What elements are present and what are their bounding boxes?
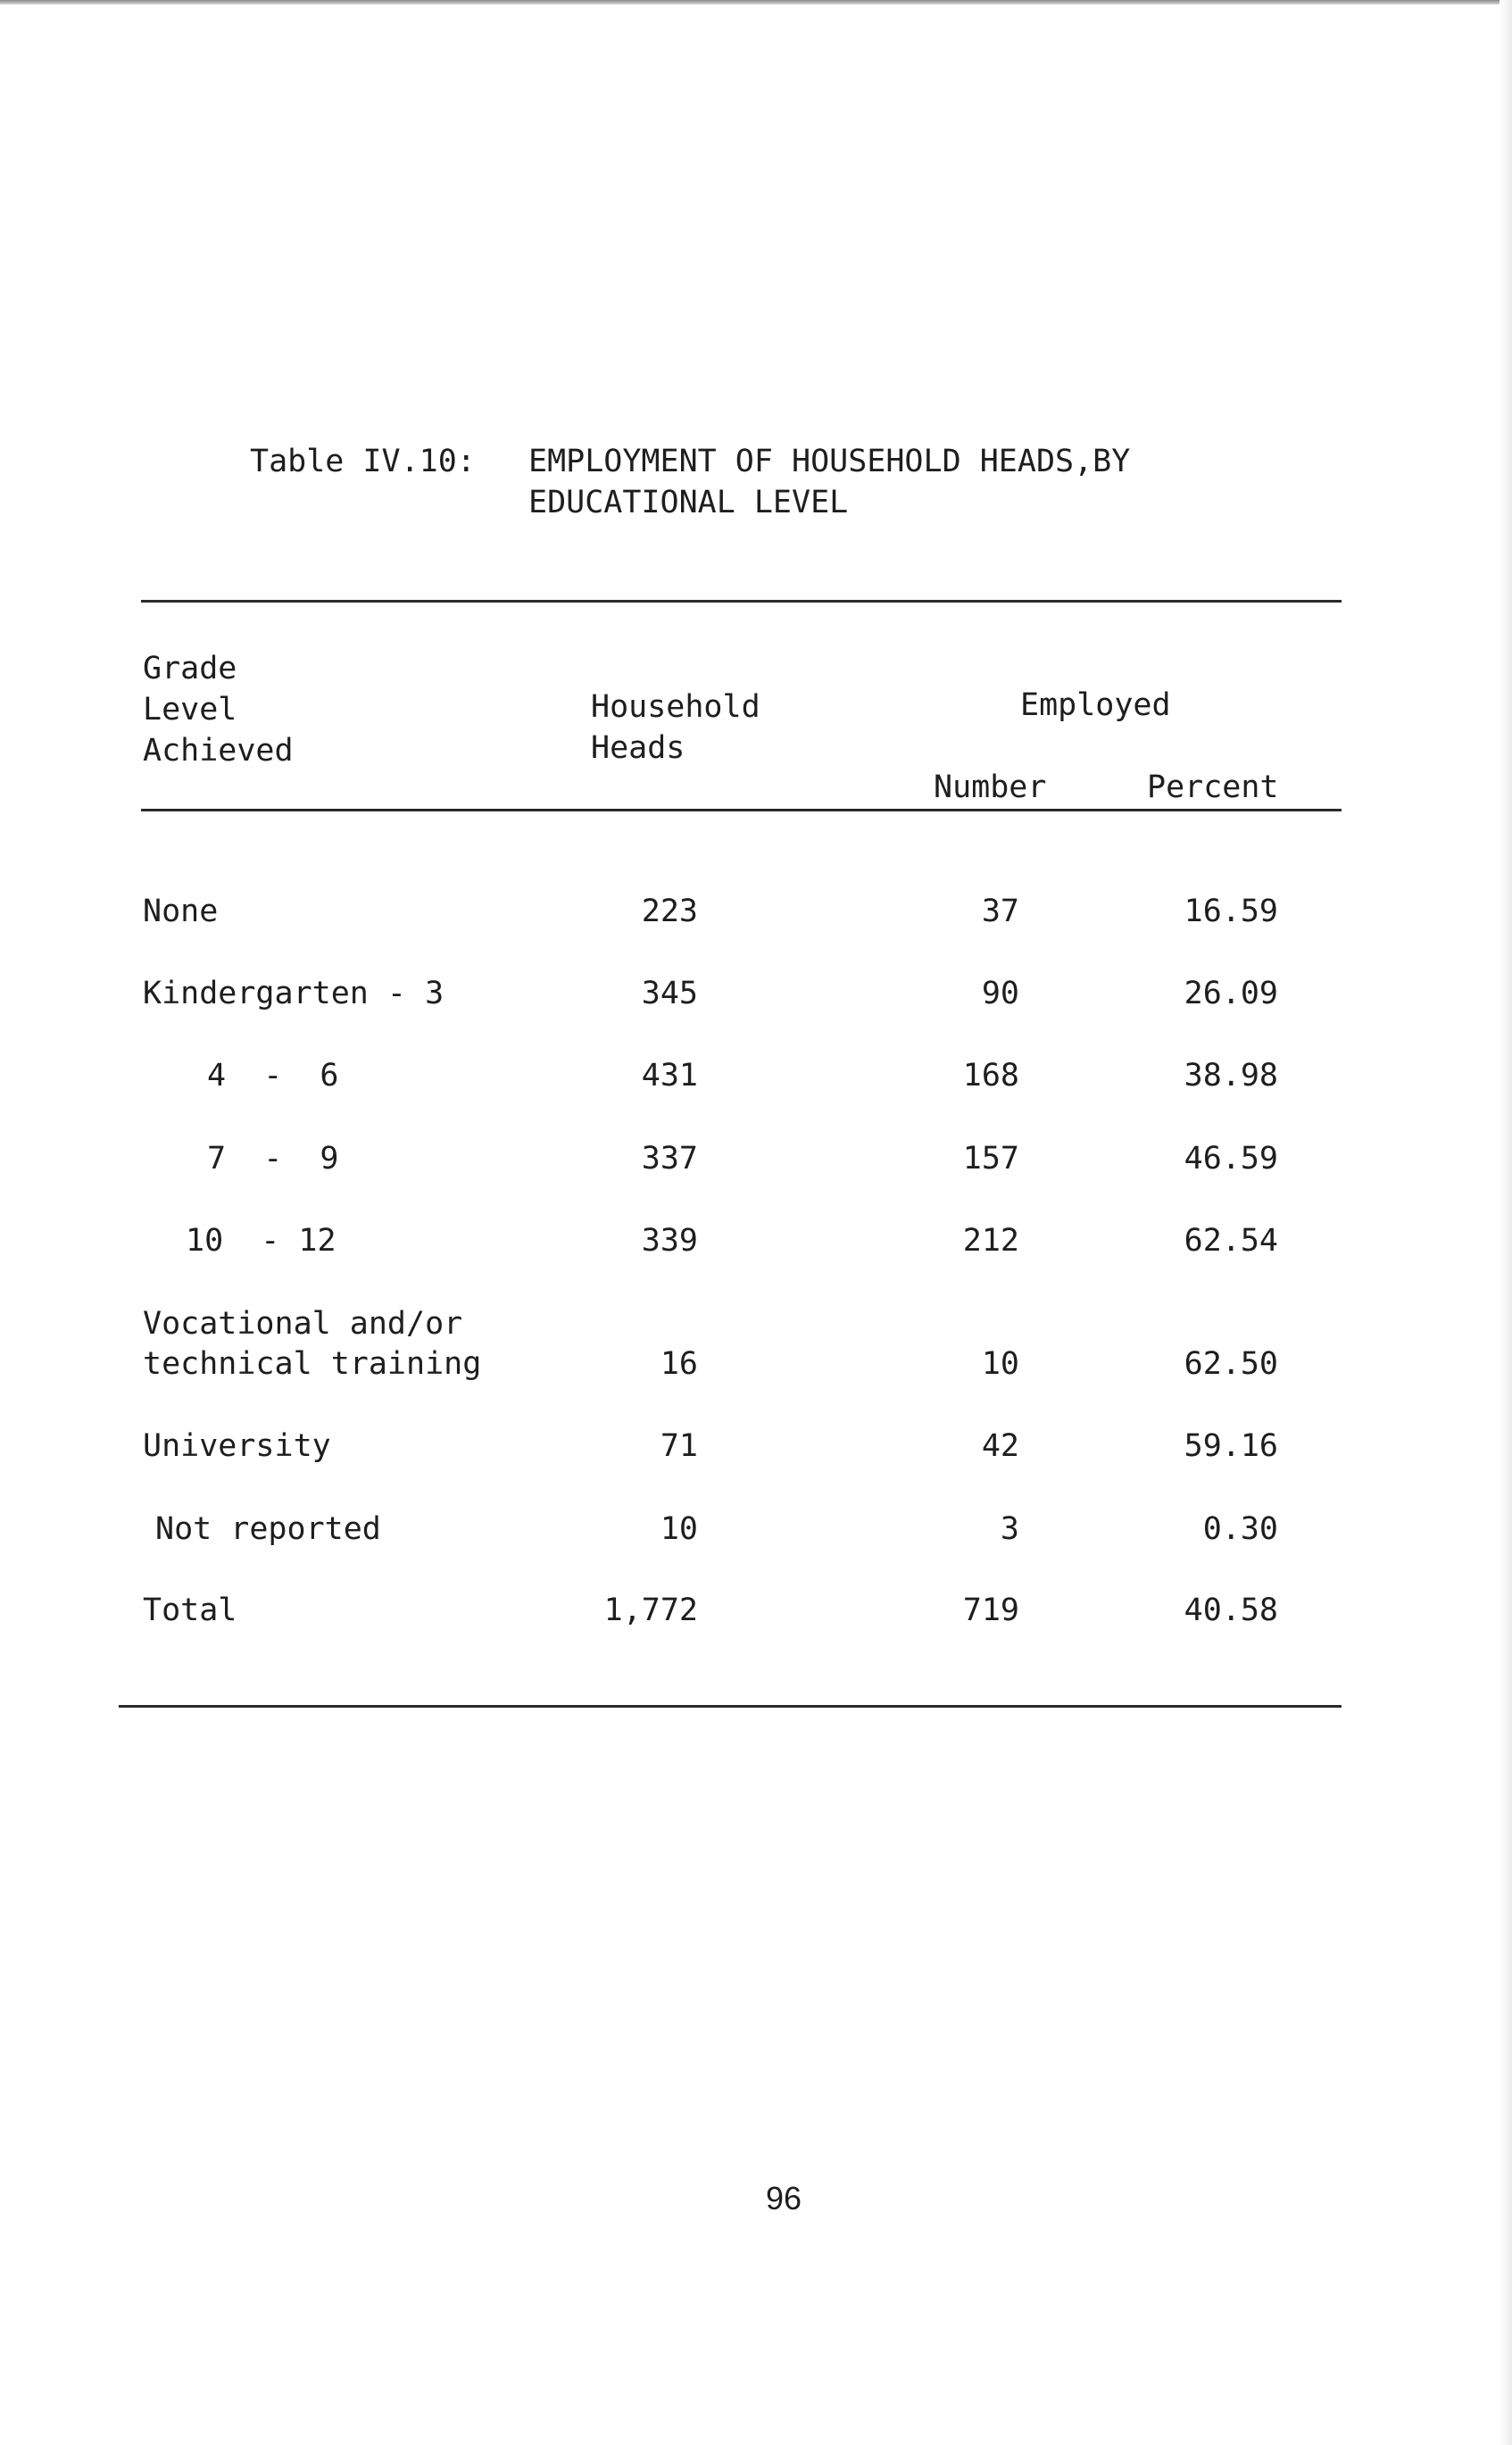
cell-number: 42 [981, 1428, 1019, 1464]
cell-percent: 59.16 [1184, 1428, 1278, 1464]
cell-grade: Not reported [155, 1511, 381, 1547]
cell-number: 3 [1000, 1511, 1019, 1547]
cell-percent: 0.30 [1202, 1511, 1278, 1547]
header-grade-level [143, 648, 294, 771]
caption-title-2: EDUCATIONAL LEVEL [528, 485, 849, 520]
header-household-heads [591, 686, 760, 769]
cell-number: 157 [962, 1141, 1019, 1177]
cell-grade: Kindergarten - 3 [143, 976, 444, 1011]
cell-grade: University [143, 1428, 331, 1464]
cell-number: 212 [962, 1223, 1019, 1259]
cell-household: 337 [641, 1141, 698, 1177]
header-percent: Percent [1147, 769, 1279, 805]
cell-percent: 46.59 [1184, 1141, 1278, 1177]
cell-percent: 62.54 [1184, 1223, 1278, 1259]
top-rule [141, 600, 1342, 603]
scan-right-edge [1500, 0, 1512, 2445]
cell-number: 168 [962, 1058, 1019, 1094]
header-grade-line-2: Level [143, 692, 237, 728]
header-household-line-1: Household [591, 689, 760, 725]
cell-household: 10 [660, 1511, 698, 1547]
cell-percent: 26.09 [1184, 976, 1278, 1011]
cell-grade: 7 - 9 [207, 1141, 339, 1177]
cell-percent: 38.98 [1184, 1058, 1278, 1094]
header-number: Number [934, 769, 1047, 805]
cell-grade: 4 - 6 [207, 1058, 339, 1094]
header-grade-line-1: Grade [143, 651, 237, 686]
page-number: 96 [765, 2180, 802, 2216]
table-caption [250, 441, 1130, 523]
cell-number: 719 [962, 1593, 1019, 1628]
cell-percent: 62.50 [1184, 1346, 1278, 1382]
cell-percent: 40.58 [1184, 1593, 1278, 1628]
cell-percent: 16.59 [1184, 894, 1278, 929]
header-employed: Employed [1020, 687, 1171, 723]
cell-grade: 10 - 12 [186, 1223, 336, 1259]
cell-number: 90 [981, 976, 1019, 1011]
scan-top-edge [0, 0, 1512, 4]
caption-line-1 [250, 441, 1130, 482]
caption-title-1: EMPLOYMENT OF HOUSEHOLD HEADS,BY [528, 444, 1131, 479]
cell-grade: None [143, 894, 219, 929]
cell-household: 223 [641, 894, 698, 929]
cell-number: 10 [981, 1346, 1019, 1382]
cell-household: 1,772 [603, 1593, 698, 1628]
header-rule [141, 809, 1342, 811]
cell-number: 37 [981, 894, 1019, 929]
cell-grade: Total [143, 1593, 237, 1628]
cell-household: 71 [660, 1428, 698, 1464]
cell-household: 16 [660, 1346, 698, 1382]
header-household-line-2: Heads [591, 730, 685, 766]
cell-grade: Vocational and/or [143, 1306, 463, 1342]
cell-household: 339 [641, 1223, 698, 1259]
cell-household: 431 [641, 1058, 698, 1094]
cell-household: 345 [641, 976, 698, 1011]
header-grade-line-3: Achieved [143, 733, 294, 769]
cell-grade: technical training [143, 1346, 482, 1382]
caption-label: Table IV.10: [250, 444, 476, 479]
bottom-rule [119, 1705, 1342, 1708]
